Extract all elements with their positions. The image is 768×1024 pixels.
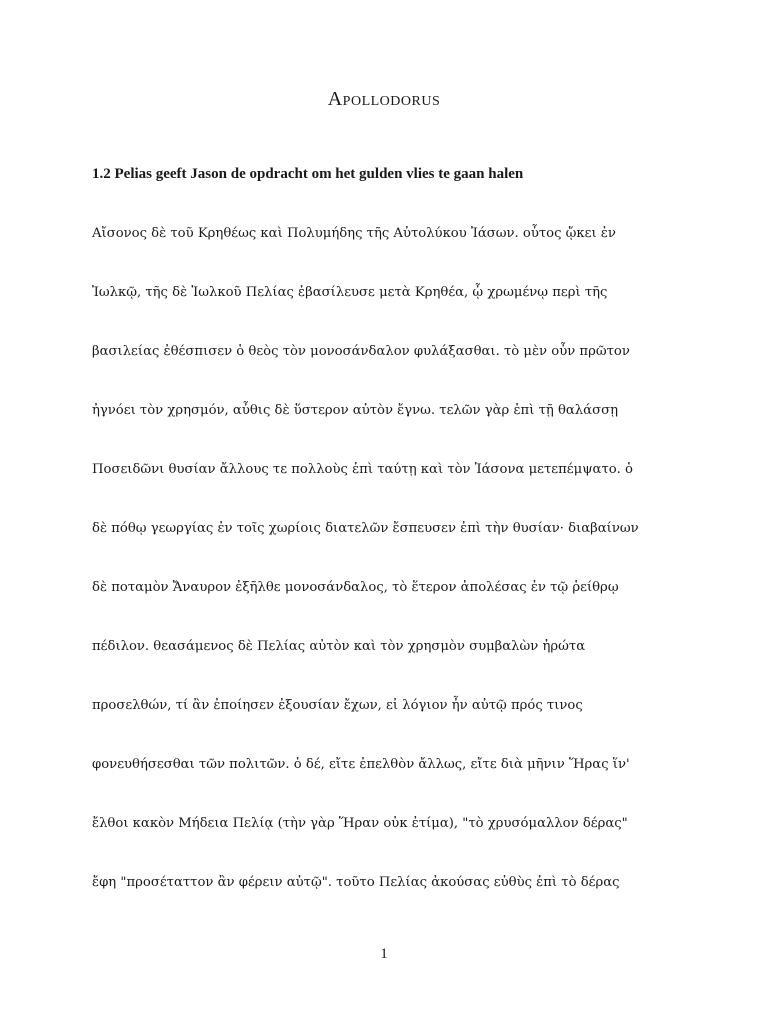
text-line: ἔφη "προσέταττον ἂν φέρειν αὐτῷ". τοῦτο Πελίας ἀκούσας εὐθὺς ἐπὶ τὸ δέρας bbox=[92, 875, 620, 890]
text-line: δὲ ποταμὸν Ἄναυρον ἐξῆλθε μονοσάνδαλος, τὸ ἕτερον ἀπολέσας ἐν τῷ ῥείθρῳ bbox=[92, 580, 619, 595]
text-line: βασιλείας ἐθέσπισεν ὁ θεὸς τὸν μονοσάνδαλον φυλάξασθαι. τὸ μὲν οὖν πρῶτον bbox=[92, 344, 630, 359]
text-line: πέδιλον. θεασάμενος δὲ Πελίας αὐτὸν καὶ τὸν χρησμὸν συμβαλὼν ἠρώτα bbox=[92, 639, 586, 654]
text-line: Αἴσονος δὲ τοῦ Κρηθέως καὶ Πολυμήδης τῆς Αὐτολύκου Ἰάσων. οὗτος ᾤκει ἐν bbox=[92, 226, 616, 241]
page-number: 1 bbox=[380, 946, 388, 962]
text-line: ἔλθοι κακὸν Μήδεια Πελίᾳ (τὴν γὰρ Ἥραν οὐκ ἐτίμα), "τὸ χρυσόμαλλον δέρας" bbox=[92, 816, 628, 831]
text-line: δὲ πόθῳ γεωργίας ἐν τοῖς χωρίοις διατελῶν ἔσπευσεν ἐπὶ τὴν θυσίαν· διαβαίνων bbox=[92, 521, 639, 536]
text-line: προσελθών, τί ἂν ἐποίησεν ἐξουσίαν ἔχων, εἰ λόγιον ἦν αὐτῷ πρός τινος bbox=[92, 698, 583, 713]
text-line: φονευθήσεσθαι τῶν πολιτῶν. ὁ δέ, εἴτε ἐπελθὸν ἄλλως, εἴτε διὰ μῆνιν Ἥρας ἵν' bbox=[92, 757, 630, 772]
text-line: Ποσειδῶνι θυσίαν ἄλλους τε πολλοὺς ἐπὶ ταύτῃ καὶ τὸν Ἰάσονα μετεπέμψατο. ὁ bbox=[92, 462, 633, 477]
text-line: ἠγνόει τὸν χρησμόν, αὖθις δὲ ὕστερον αὐτὸν ἔγνω. τελῶν γὰρ ἐπὶ τῇ θαλάσσῃ bbox=[92, 403, 618, 418]
section-heading: 1.2 Pelias geeft Jason de opdracht om het gulden vlies te gaan halen bbox=[92, 166, 524, 182]
text-line: Ἰωλκῷ, τῆς δὲ Ἰωλκοῦ Πελίας ἐβασίλευσε μετὰ Κρηθέα, ᾧ χρωμένῳ περὶ τῆς bbox=[92, 285, 608, 300]
document-title: Apollodorus bbox=[327, 88, 441, 110]
